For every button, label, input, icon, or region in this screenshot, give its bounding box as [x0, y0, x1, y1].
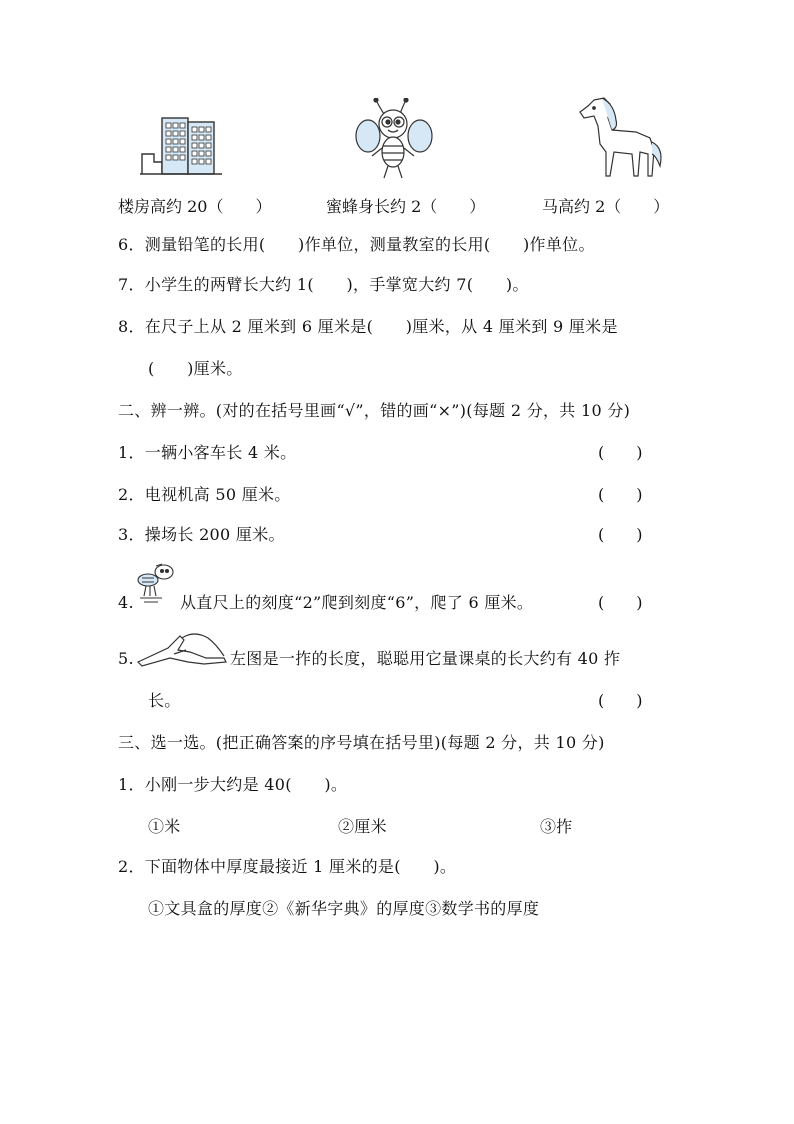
horse-picture [574, 96, 666, 182]
judge-answer-3[interactable]: ( ) [598, 525, 643, 544]
bee-picture [354, 98, 436, 182]
judge-answer-4[interactable]: ( ) [598, 593, 643, 612]
section-2-heading: 二、辨一辨。(对的在括号里画“√”，错的画“×”)(每题 2 分，共 10 分) [118, 401, 631, 420]
judge-answer-1[interactable]: ( ) [598, 443, 643, 462]
building-caption: 楼房高约 20（ ） [118, 197, 272, 216]
judge-item-4-number: 4. [118, 593, 134, 612]
choice-1-option-c[interactable]: ③拃 [540, 817, 573, 836]
question-6: 6．测量铅笔的长用( )作单位，测量教室的长用( )作单位。 [118, 235, 595, 254]
choice-1-option-a[interactable]: ①米 [148, 817, 181, 836]
question-7: 7．小学生的两臂长大约 1( )，手掌宽大约 7( )。 [118, 275, 529, 294]
judge-item-5: 左图是一拃的长度，聪聪用它量课桌的长大约有 40 拃 [230, 649, 621, 668]
choice-2-options: ①文具盒的厚度②《新华字典》的厚度③数学书的厚度 [148, 899, 540, 918]
building-picture [140, 112, 224, 176]
hand-span-picture [134, 628, 230, 668]
question-8-cont: ( )厘米。 [148, 359, 243, 378]
judge-item-1: 1．一辆小客车长 4 米。 [118, 443, 297, 462]
judge-item-2: 2．电视机高 50 厘米。 [118, 485, 291, 504]
choice-1-option-b[interactable]: ②厘米 [338, 817, 387, 836]
judge-item-5-cont: 长。 [148, 691, 181, 710]
bee-caption: 蜜蜂身长约 2（ ） [326, 197, 486, 216]
choice-question-1: 1．小刚一步大约是 40( )。 [118, 775, 348, 794]
horse-caption: 马高约 2（ ） [542, 197, 670, 216]
choice-question-2: 2．下面物体中厚度最接近 1 厘米的是( )。 [118, 857, 457, 876]
section-3-heading: 三、选一选。(把正确答案的序号填在括号里)(每题 2 分，共 10 分) [118, 733, 605, 752]
question-8: 8．在尺子上从 2 厘米到 6 厘米是( )厘米，从 4 厘米到 9 厘米是 [118, 317, 618, 336]
judge-item-5-number: 5. [118, 649, 134, 668]
judge-answer-5[interactable]: ( ) [598, 691, 643, 710]
judge-answer-2[interactable]: ( ) [598, 485, 643, 504]
judge-item-3: 3．操场长 200 厘米。 [118, 525, 285, 544]
bug-picture [132, 562, 180, 610]
judge-item-4: 从直尺上的刻度“2”爬到刻度“6”，爬了 6 厘米。 [180, 593, 534, 612]
